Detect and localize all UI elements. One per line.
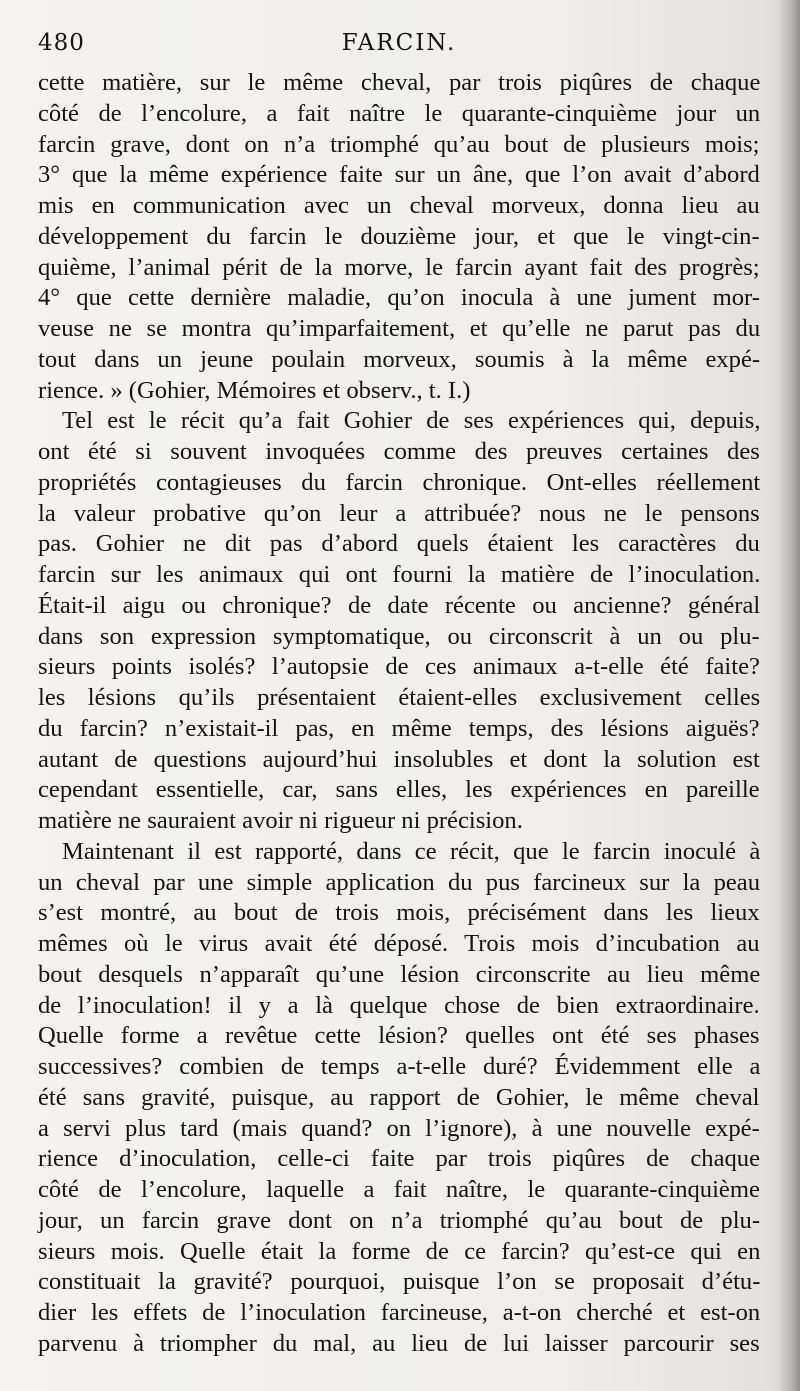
text-line: 4° que cette dernière maladie, qu’on inocula à une jument mor- bbox=[38, 284, 760, 312]
text-line: successives? combien de temps a-t-elle duré? Évidemment elle a bbox=[38, 1053, 761, 1080]
text-line: farcin sur les animaux qui ont fourni la matière de l’inoculation. bbox=[38, 561, 761, 588]
text-line: veuse ne se montra qu’imparfaitement, et qu’elle ne parut pas du bbox=[38, 315, 761, 342]
text-line: rience d’inoculation, celle-ci faite par trois piqûres de chaque bbox=[38, 1145, 760, 1173]
text-line: mêmes où le virus avait été déposé. Trois mois d’incubation au bbox=[38, 930, 760, 957]
text-line: Était-il aigu ou chronique? de date récente ou ancienne? général bbox=[38, 591, 761, 619]
text-line: sieurs points isolés? l’autopsie de ces animaux a-t-elle été faite? bbox=[38, 653, 760, 681]
page-number: 480 bbox=[38, 30, 85, 56]
text-line: propriétés contagieuses du farcin chronique. Ont-elles réellement bbox=[38, 468, 761, 496]
text-line: Maintenant il est rapporté, dans ce récit, que le farcin inoculé à bbox=[62, 837, 761, 865]
text-line: sieurs mois. Quelle était la forme de ce farcin? qu’est-ce qui en bbox=[38, 1237, 761, 1265]
text-line: pas. Gohier ne dit pas d’abord quels étaient les caractères du bbox=[38, 530, 760, 558]
running-title: FARCIN. bbox=[341, 30, 457, 56]
text-line: la valeur probative qu’on leur a attribuée? nous ne le pensons bbox=[38, 499, 760, 527]
text-line: mis en communication avec un cheval morveux, donna lieu au bbox=[38, 192, 760, 219]
text-line: les lésions qu’ils présentaient étaient-elles exclusivement celles bbox=[38, 684, 761, 711]
text-line: côté de l’encolure, laquelle a fait naître, le quarante-cinquième bbox=[38, 1176, 760, 1203]
text-line: cette matière, sur le même cheval, par trois piqûres de chaque bbox=[38, 69, 761, 96]
text-line: développement du farcin le douzième jour, et que le vingt-cin- bbox=[38, 222, 760, 250]
text-line: été sans gravité, puisque, au rapport de Gohier, le même cheval bbox=[38, 1083, 760, 1111]
text-line: de l’inoculation! il y a là quelque chose de bien extraordinaire. bbox=[38, 991, 760, 1019]
text-line: s’est montré, au bout de trois mois, précisément dans les lieux bbox=[38, 899, 760, 927]
text-line: constituait la gravité? pourquoi, puisque l’on se proposait d’étu- bbox=[38, 1268, 761, 1296]
body-text bbox=[38, 68, 760, 1360]
text-line: matière ne sauraient avoir ni rigueur ni précision. bbox=[38, 807, 523, 834]
text-line: Quelle forme a revêtue cette lésion? quelles ont été ses phases bbox=[38, 1022, 760, 1050]
text-line: Tel est le récit qu’a fait Gohier de ses expériences qui, depuis, bbox=[62, 407, 761, 435]
text-line: quième, l’animal périt de la morve, le farcin ayant fait des progrès; bbox=[38, 253, 760, 281]
page-header bbox=[38, 28, 760, 68]
text-line: farcin grave, dont on n’a triomphé qu’au bout de plusieurs mois; bbox=[38, 130, 760, 158]
text-line: autant de questions aujourd’hui insolubles et dont la solution est bbox=[38, 745, 760, 773]
text-line: côté de l’encolure, a fait naître le quarante-cinquième jour un bbox=[38, 99, 761, 127]
text-line: rience. » (Gohier, Mémoires et observ., t. I.) bbox=[38, 376, 471, 404]
page-edge-shadow bbox=[778, 0, 800, 1391]
text-line: cependant essentielle, car, sans elles, les expériences en pareille bbox=[38, 776, 760, 804]
text-line: tout dans un jeune poulain morveux, soumis à la même expé- bbox=[38, 345, 761, 373]
text-line: a servi plus tard (mais quand? on l’ignore), à une nouvelle expé- bbox=[38, 1114, 760, 1142]
text-line: ont été si souvent invoquées comme des preuves certaines des bbox=[38, 438, 760, 465]
text-line: 3° que la même expérience faite sur un âne, que l’on avait d’abord bbox=[38, 161, 760, 189]
text-line: bout desquels n’apparaît qu’une lésion circonscrite au lieu même bbox=[38, 960, 761, 988]
text-line: dans son expression symptomatique, ou circonscrit à un ou plu- bbox=[38, 622, 760, 650]
text-line: parvenu à triompher du mal, au lieu de lui laisser parcourir ses bbox=[38, 1329, 760, 1357]
text-line: jour, un farcin grave dont on n’a triomphé qu’au bout de plu- bbox=[38, 1206, 761, 1234]
text-line: un cheval par une simple application du pus farcineux sur la peau bbox=[38, 868, 760, 896]
text-line: dier les effets de l’inoculation farcineuse, a-t-on cherché et est-on bbox=[38, 1299, 761, 1326]
text-line: du farcin? n’existait-il pas, en même temps, des lésions aiguës? bbox=[38, 714, 760, 742]
